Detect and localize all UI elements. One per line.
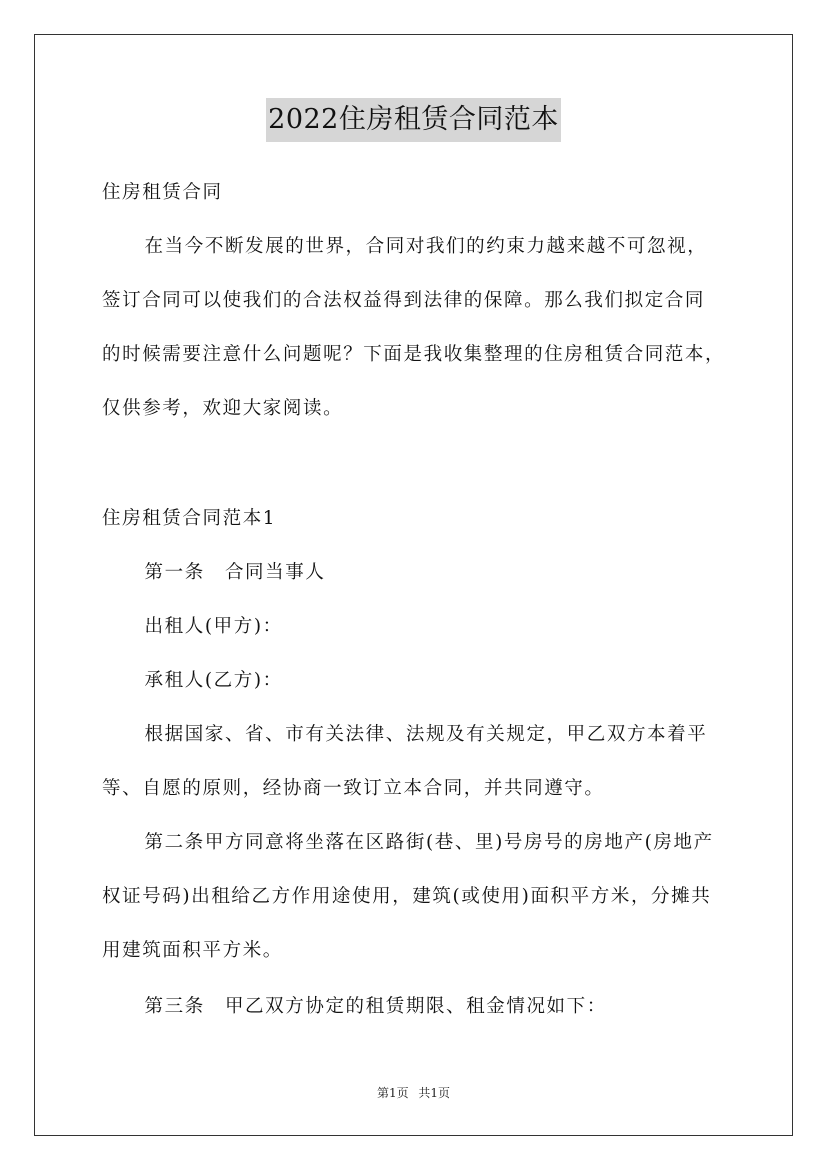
page-total: 共1页 [418, 1086, 451, 1100]
intro-line-1: 在当今不断发展的世界，合同对我们的约束力越来越不可忽视， [144, 236, 708, 257]
article3-heading: 第三条 甲乙双方协定的租赁期限、租金情况如下： [144, 996, 607, 1017]
article2-line-1: 第二条甲方同意将坐落在区路街(巷、里)号房号的房地产(房地产 [144, 832, 714, 853]
basis-line-1: 根据国家、省、市有关法律、法规及有关规定，甲乙双方本着平 [144, 724, 708, 745]
article2-line-2: 权证号码)出租给乙方作用途使用，建筑(或使用)面积平方米，分摊共 [102, 886, 712, 907]
section-heading: 住房租赁合同范本1 [102, 508, 277, 529]
page-current: 第1页 [376, 1086, 409, 1100]
basis-line-2: 等、自愿的原则，经协商一致订立本合同，并共同遵守。 [102, 778, 605, 799]
lessor-line: 出租人(甲方)： [144, 616, 283, 637]
page-footer [0, 1084, 827, 1101]
intro-line-4: 仅供参考，欢迎大家阅读。 [102, 398, 344, 419]
title-wrap [0, 98, 827, 142]
intro-line-3: 的时候需要注意什么问题呢？下面是我收集整理的住房租赁合同范本， [102, 344, 726, 365]
article2-line-3: 用建筑面积平方米。 [102, 940, 283, 961]
document-subtitle: 住房租赁合同 [102, 182, 223, 203]
document-title: 2022住房租赁合同范本 [266, 98, 561, 142]
article1-heading: 第一条 合同当事人 [144, 562, 326, 583]
intro-line-2: 签订合同可以使我们的合法权益得到法律的保障。那么我们拟定合同 [102, 290, 706, 311]
lessee-line: 承租人(乙方)： [144, 670, 283, 691]
